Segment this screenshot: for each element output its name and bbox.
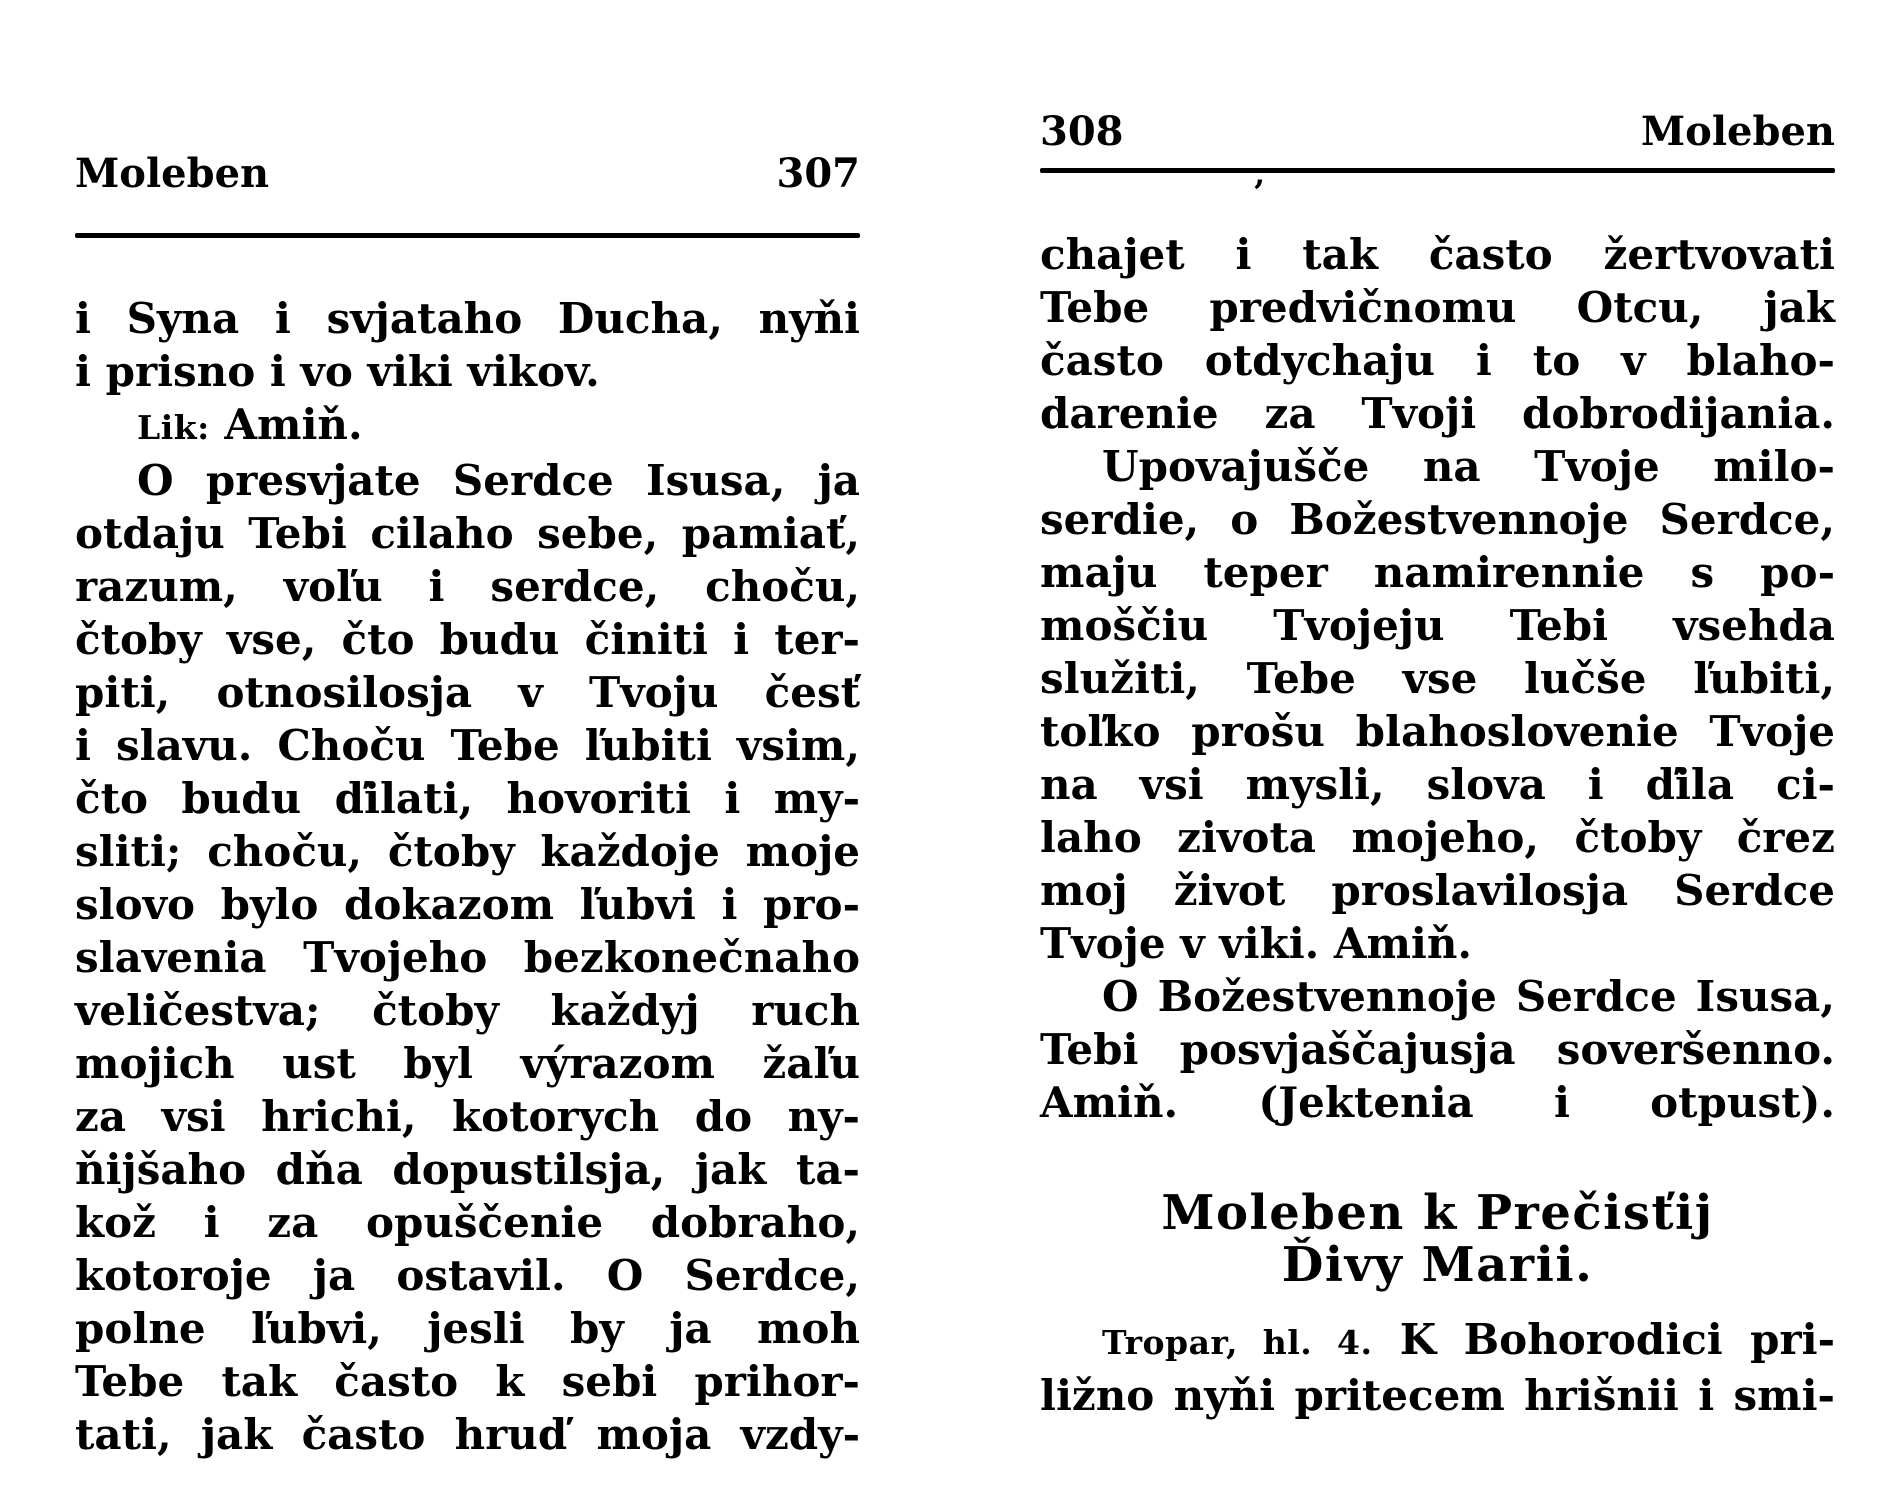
right-header-rule: [1040, 168, 1835, 173]
text-line: kož i za opuščenie dobraho,: [75, 1198, 860, 1247]
text-line: mojich ust byl výrazom žaľu: [75, 1039, 860, 1088]
text-line: O Božestvennoje Serdce Isusa,: [1102, 972, 1835, 1021]
text-line: ližno nyňi pritecem hrišnii i smi-: [1040, 1371, 1835, 1420]
text-line: otdaju Tebi cilaho sebe, pamiať,: [75, 509, 860, 558]
text-line: často otdychaju i to v blaho-: [1040, 336, 1835, 385]
right-page-header: [1040, 108, 1835, 156]
section-heading-line1: Moleben k Prečisťij: [1161, 1185, 1714, 1241]
text-line: Tvoje v viki. Amiň.: [1040, 919, 1473, 968]
text-line: ňijšaho dňa dopustilsja, jak ta-: [75, 1145, 860, 1194]
text-line: čto budu ďilati, hovoriti i my-: [75, 774, 860, 823]
left-page-number: 307: [776, 150, 860, 197]
text-line: veličestva; čtoby každyj ruch: [75, 986, 860, 1035]
left-running-title: Moleben: [75, 150, 270, 197]
text-line: moj život proslavilosja Serdce: [1040, 866, 1835, 915]
text-line: moščiu Tvojeju Tebi vsehda: [1040, 601, 1835, 650]
text-line: i Syna i svjataho Ducha, nyňi: [75, 294, 860, 343]
text-line: laho zivota mojeho, čtoby črez: [1040, 813, 1835, 862]
ink-speck: ’: [1253, 173, 1265, 213]
right-running-title: Moleben: [1640, 108, 1835, 155]
left-page: [75, 150, 860, 1461]
left-header-rule: [75, 233, 860, 238]
text-line: za vsi hrichi, kotorych do ny-: [75, 1092, 860, 1141]
text-line: sliti; choču, čtoby každoje moje: [75, 827, 860, 876]
left-page-header: [75, 150, 860, 198]
text-line: služiti, Tebe vse lučše ľubiti,: [1040, 654, 1835, 703]
text-line: darenie za Tvoji dobrodijania.: [1040, 389, 1835, 438]
rubric-label: Lik:: [137, 408, 210, 447]
section-heading-line2: Ďivy Marii.: [1281, 1237, 1594, 1293]
text-line: Lik: Amiň.: [137, 400, 363, 449]
text-line: tati, jak často hruď moja vzdy-: [75, 1410, 860, 1459]
text-line: maju teper namirennie s po-: [1040, 548, 1835, 597]
right-page-number: 308: [1040, 108, 1124, 155]
tropar-text: [1040, 1313, 1835, 1422]
text-line: Tebi posvjaščajusja soveršenno.: [1040, 1025, 1835, 1074]
text-line: Amiň. (Jektenia i otpust).: [1040, 1078, 1835, 1127]
text-line: čtoby vse, čto budu činiti i ter-: [75, 615, 860, 664]
text-line: toľko prošu blahoslovenie Tvoje: [1040, 707, 1835, 756]
right-page-text: [1040, 228, 1835, 1129]
right-page: [1040, 108, 1835, 1422]
text-line: slavenia Tvojeho bezkonečnaho: [75, 933, 860, 982]
text-line: na vsi mysli, slova i ďila ci-: [1040, 760, 1835, 809]
section-heading: [1040, 1187, 1835, 1291]
text-line: piti, otnosilosja v Tvoju česť: [75, 668, 860, 717]
text-line: O presvjate Serdce Isusa, ja: [137, 456, 860, 505]
text-line: kotoroje ja ostavil. O Serdce,: [75, 1251, 860, 1300]
text-line: polne ľubvi, jesli by ja moh: [75, 1304, 860, 1353]
text-line: Upovajušče na Tvoje milo-: [1102, 442, 1835, 491]
text-line: Tebe tak často k sebi prihor-: [75, 1357, 860, 1406]
text-line: Tebe predvičnomu Otcu, jak: [1040, 283, 1835, 332]
text-line: razum, voľu i serdce, choču,: [75, 562, 860, 611]
text-line: i slavu. Choču Tebe ľubiti vsim,: [75, 721, 860, 770]
text-line: serdie, o Božestvennoje Serdce,: [1040, 495, 1835, 544]
left-page-text: [75, 292, 860, 1461]
text-line: slovo bylo dokazom ľubvi i pro-: [75, 880, 860, 929]
rubric-label: Tropar, hl. 4.: [1102, 1323, 1373, 1362]
text-line: i prisno i vo viki vikov.: [75, 347, 600, 396]
text-line: Tropar, hl. 4. K Bohorodici pri-: [1102, 1315, 1835, 1364]
text-line: chajet i tak často žertvovati: [1040, 230, 1835, 279]
